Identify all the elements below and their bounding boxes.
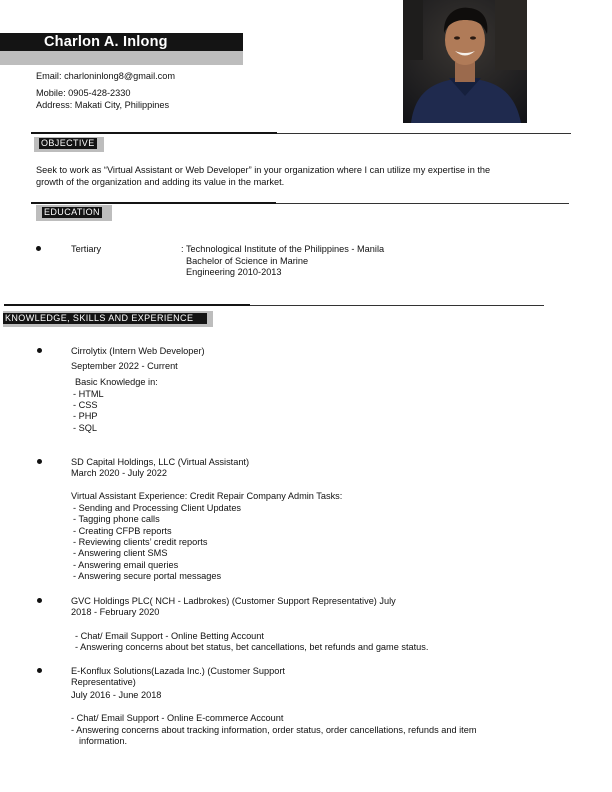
job2-item: - Answering email queries (73, 560, 179, 570)
objective-divider-accent (31, 202, 276, 204)
education-heading: EDUCATION (44, 207, 100, 217)
job1-bullet (37, 348, 42, 353)
objective-heading: OBJECTIVE (41, 138, 95, 148)
job1-intro: Basic Knowledge in: (75, 377, 158, 387)
job4-dates: July 2016 - June 2018 (71, 690, 162, 700)
job1-item: - HTML (73, 389, 104, 399)
job3-company-line1: GVC Holdings PLC( NCH - Ladbrokes) (Customer Support Representative) July (71, 596, 396, 606)
job2-intro: Virtual Assistant Experience: Credit Repair Company Admin Tasks: (71, 491, 343, 501)
header-divider-accent (31, 132, 277, 134)
job1-item: - CSS (73, 400, 98, 410)
contact-address: Address: Makati City, Philippines (36, 100, 170, 110)
job2-company: SD Capital Holdings, LLC (Virtual Assistant) (71, 457, 250, 467)
job2-item: - Sending and Processing Client Updates (73, 503, 242, 513)
education-degree-line1: Bachelor of Science in Marine (186, 256, 309, 266)
job2-bullet (37, 459, 42, 464)
education-degree-line2: Engineering 2010-2013 (186, 267, 282, 277)
education-bullet (36, 246, 41, 251)
job2-item: - Reviewing clients’ credit reports (73, 537, 208, 547)
job1-item: - SQL (73, 423, 97, 433)
job2-item: - Answering secure portal messages (73, 571, 222, 581)
job1-item: - PHP (73, 411, 98, 421)
education-divider-accent (4, 304, 250, 306)
job2-item: - Tagging phone calls (73, 514, 160, 524)
job3-bullet (37, 598, 42, 603)
job2-item: - Answering client SMS (73, 548, 168, 558)
job2-item: - Creating CFPB reports (73, 526, 172, 536)
profile-photo (403, 0, 527, 123)
objective-text-line2: growth of the organization and adding its value in the market. (36, 177, 285, 187)
job4-item: information. (79, 736, 128, 746)
job4-bullet (37, 668, 42, 673)
candidate-name: Charlon A. Inlong (44, 34, 168, 50)
job1-company: Cirrolytix (Intern Web Developer) (71, 346, 205, 356)
contact-email: Email: charloninlong8@gmail.com (36, 71, 176, 81)
contact-mobile: Mobile: 0905-428-2330 (36, 88, 131, 98)
education-level: Tertiary (71, 244, 102, 254)
job2-dates: March 2020 - July 2022 (71, 468, 168, 478)
objective-text-line1: Seek to work as “Virtual Assistant or Web Developer” in your organization where I can utilize my expertise in the (36, 165, 491, 175)
education-school: : Technological Institute of the Philippines - Manila (181, 244, 385, 254)
experience-heading: KNOWLEDGE, SKILLS AND EXPERIENCE (3, 313, 207, 324)
job4-company-line2: Representative) (71, 677, 136, 687)
profile-photo-illustration (403, 0, 527, 123)
job3-company-line2: 2018 - February 2020 (71, 607, 160, 617)
job4-company-line1: E-Konflux Solutions(Lazada Inc.) (Customer Support (71, 666, 285, 676)
job3-item: - Answering concerns about bet status, bet cancellations, bet refunds and game status. (75, 642, 429, 652)
job3-item: - Chat/ Email Support - Online Betting Account (75, 631, 264, 641)
job4-item: - Answering concerns about tracking information, order status, order cancellations, refunds and item (71, 725, 477, 735)
job4-item: - Chat/ Email Support - Online E-commerce Account (71, 713, 284, 723)
job1-dates: September 2022 - Current (71, 361, 178, 371)
